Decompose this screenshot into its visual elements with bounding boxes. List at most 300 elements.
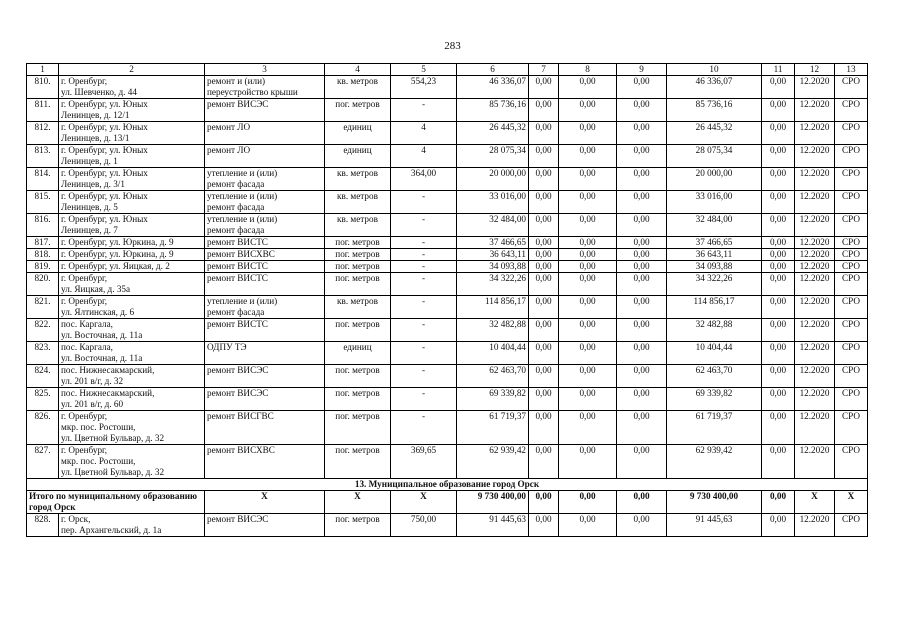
col10-cell: 91 445,63 [667, 514, 762, 537]
address-cell-line: пос. Каргала, [61, 319, 113, 329]
total-row [27, 491, 868, 514]
address-cell-line: г. Оренбург, ул. Юных [61, 191, 148, 201]
address-cell-line: г. Оренбург, ул. Юркина, д. 9 [61, 237, 174, 247]
table-row [27, 214, 868, 237]
row-number: 813. [27, 145, 59, 168]
col7-cell: 0,00 [529, 214, 559, 237]
total-cost-cell: 46 336,07 [457, 76, 529, 99]
col9-cell: 0,00 [617, 319, 667, 342]
address-cell-line: пос. Каргала, [61, 342, 113, 352]
col10-cell: 36 643,11 [667, 249, 762, 261]
col11-cell: 0,00 [762, 191, 795, 214]
total-cost-cell: 33 016,00 [457, 191, 529, 214]
total-c13: X [835, 491, 868, 514]
unit-cell: пог. метров [325, 514, 391, 537]
address-cell-line: Ленинцев, д. 3/1 [61, 179, 125, 189]
unit-cell: кв. метров [325, 191, 391, 214]
quantity-cell: - [391, 411, 457, 445]
col10-cell: 26 445,32 [667, 122, 762, 145]
quantity-cell: - [391, 249, 457, 261]
quantity-cell: 750,00 [391, 514, 457, 537]
row-number: 819. [27, 261, 59, 273]
total-cost-cell: 62 463,70 [457, 365, 529, 388]
completion-date-cell: 12.2020 [795, 76, 835, 99]
column-header-11: 11 [762, 64, 795, 76]
col11-cell: 0,00 [762, 214, 795, 237]
col9-cell: 0,00 [617, 145, 667, 168]
repair-method-cell: СРО [835, 99, 868, 122]
work-type-cell [205, 342, 325, 365]
completion-date-cell: 12.2020 [795, 237, 835, 249]
col11-cell: 0,00 [762, 342, 795, 365]
work-type-cell-line: ремонт ВИСХВС [207, 445, 275, 455]
repair-method-cell: СРО [835, 319, 868, 342]
unit-cell: единиц [325, 122, 391, 145]
col10-cell: 28 075,34 [667, 145, 762, 168]
unit-cell: единиц [325, 145, 391, 168]
repair-method-cell: СРО [835, 411, 868, 445]
completion-date-cell: 12.2020 [795, 388, 835, 411]
completion-date-cell: 12.2020 [795, 214, 835, 237]
address-cell [59, 99, 205, 122]
unit-cell: пог. метров [325, 445, 391, 479]
completion-date-cell: 12.2020 [795, 411, 835, 445]
address-cell [59, 296, 205, 319]
col11-cell: 0,00 [762, 296, 795, 319]
repair-method-cell: СРО [835, 191, 868, 214]
repair-method-cell: СРО [835, 214, 868, 237]
total-c11: 0,00 [762, 491, 795, 514]
col9-cell: 0,00 [617, 388, 667, 411]
col8-cell: 0,00 [559, 191, 617, 214]
col7-cell: 0,00 [529, 122, 559, 145]
address-cell [59, 365, 205, 388]
unit-cell: пог. метров [325, 261, 391, 273]
address-cell-line: г. Оренбург, [61, 445, 108, 455]
table-row [27, 273, 868, 296]
work-type-cell [205, 319, 325, 342]
col9-cell: 0,00 [617, 122, 667, 145]
completion-date-cell: 12.2020 [795, 249, 835, 261]
col7-cell: 0,00 [529, 514, 559, 537]
unit-cell: кв. метров [325, 214, 391, 237]
section-title: 13. Муниципальное образование город Орск [27, 479, 868, 491]
work-type-cell-line: ремонт ВИСТС [207, 273, 268, 283]
col10-cell: 32 484,00 [667, 214, 762, 237]
column-header-12: 12 [795, 64, 835, 76]
total-cost-cell: 20 000,00 [457, 168, 529, 191]
address-cell-line: г. Оренбург, [61, 76, 108, 86]
total-cost-cell: 69 339,82 [457, 388, 529, 411]
table-row [27, 145, 868, 168]
column-header-7: 7 [529, 64, 559, 76]
row-number: 825. [27, 388, 59, 411]
total-c6: 9 730 400,00 [457, 491, 529, 514]
work-type-cell [205, 445, 325, 479]
quantity-cell: 4 [391, 145, 457, 168]
work-type-cell [205, 388, 325, 411]
col11-cell: 0,00 [762, 249, 795, 261]
col8-cell: 0,00 [559, 214, 617, 237]
col7-cell: 0,00 [529, 319, 559, 342]
address-cell [59, 191, 205, 214]
col10-cell: 62 939,42 [667, 445, 762, 479]
table-row [27, 319, 868, 342]
work-type-cell-line: ремонт ВИСЭС [207, 514, 269, 524]
completion-date-cell: 12.2020 [795, 261, 835, 273]
row-number: 811. [27, 99, 59, 122]
col8-cell: 0,00 [559, 261, 617, 273]
row-number: 810. [27, 76, 59, 99]
quantity-cell: - [391, 214, 457, 237]
address-cell [59, 168, 205, 191]
address-cell [59, 342, 205, 365]
quantity-cell: - [391, 273, 457, 296]
quantity-cell: - [391, 261, 457, 273]
col7-cell: 0,00 [529, 237, 559, 249]
work-type-cell [205, 249, 325, 261]
col7-cell: 0,00 [529, 365, 559, 388]
total-cost-cell: 36 643,11 [457, 249, 529, 261]
col8-cell: 0,00 [559, 273, 617, 296]
completion-date-cell: 12.2020 [795, 445, 835, 479]
table-row [27, 365, 868, 388]
address-cell-line: ул. Восточная, д. 11а [61, 353, 143, 363]
col8-cell: 0,00 [559, 365, 617, 388]
col10-cell: 114 856,17 [667, 296, 762, 319]
table-row [27, 261, 868, 273]
total-cost-cell: 62 939,42 [457, 445, 529, 479]
col10-cell: 34 093,88 [667, 261, 762, 273]
table-row [27, 342, 868, 365]
completion-date-cell: 12.2020 [795, 99, 835, 122]
col9-cell: 0,00 [617, 514, 667, 537]
unit-cell: пог. метров [325, 411, 391, 445]
col10-cell: 69 339,82 [667, 388, 762, 411]
col11-cell: 0,00 [762, 261, 795, 273]
work-type-cell-line: ремонт ВИСТС [207, 319, 268, 329]
column-number-header [27, 64, 868, 76]
col7-cell: 0,00 [529, 261, 559, 273]
col7-cell: 0,00 [529, 191, 559, 214]
repair-method-cell: СРО [835, 261, 868, 273]
work-type-cell-line: утепление и (или) [207, 191, 278, 201]
col8-cell: 0,00 [559, 76, 617, 99]
address-cell [59, 122, 205, 145]
total-cost-cell: 37 466,65 [457, 237, 529, 249]
total-cost-cell: 34 093,88 [457, 261, 529, 273]
quantity-cell: - [391, 319, 457, 342]
col10-cell: 10 404,44 [667, 342, 762, 365]
col7-cell: 0,00 [529, 76, 559, 99]
unit-cell: пог. метров [325, 273, 391, 296]
quantity-cell: - [391, 388, 457, 411]
address-cell [59, 76, 205, 99]
completion-date-cell: 12.2020 [795, 191, 835, 214]
col8-cell: 0,00 [559, 296, 617, 319]
quantity-cell: 364,00 [391, 168, 457, 191]
address-cell-line: г. Оренбург, [61, 411, 108, 421]
total-c5: X [391, 491, 457, 514]
col8-cell: 0,00 [559, 249, 617, 261]
col9-cell: 0,00 [617, 99, 667, 122]
work-type-cell-line: ремонт фасада [207, 202, 265, 212]
col8-cell: 0,00 [559, 388, 617, 411]
address-cell-line: ул. Цветной Бульвар, д. 32 [61, 433, 165, 443]
address-cell [59, 145, 205, 168]
section-header-row [27, 479, 868, 491]
address-cell-line: пос. Нижнесакмарский, [61, 388, 155, 398]
col7-cell: 0,00 [529, 99, 559, 122]
col8-cell: 0,00 [559, 411, 617, 445]
col11-cell: 0,00 [762, 365, 795, 388]
row-number: 820. [27, 273, 59, 296]
column-header-10: 10 [667, 64, 762, 76]
col11-cell: 0,00 [762, 76, 795, 99]
work-type-cell-line: ремонт ВИСТС [207, 237, 268, 247]
table-row [27, 122, 868, 145]
unit-cell: пог. метров [325, 99, 391, 122]
unit-cell: пог. метров [325, 388, 391, 411]
unit-cell: пог. метров [325, 365, 391, 388]
table-row [27, 445, 868, 479]
col9-cell: 0,00 [617, 237, 667, 249]
work-type-cell-line: ремонт и (или) [207, 76, 266, 86]
repair-method-cell: СРО [835, 145, 868, 168]
total-cost-cell: 28 075,34 [457, 145, 529, 168]
address-cell [59, 237, 205, 249]
total-cost-cell: 114 856,17 [457, 296, 529, 319]
total-label: Итого по муниципальному образованию город Орск [27, 491, 205, 514]
address-cell [59, 319, 205, 342]
col9-cell: 0,00 [617, 191, 667, 214]
row-number: 812. [27, 122, 59, 145]
total-c7: 0,00 [529, 491, 559, 514]
work-type-cell [205, 122, 325, 145]
address-cell-line: г. Оренбург, ул. Юных [61, 122, 148, 132]
repair-method-cell: СРО [835, 514, 868, 537]
work-type-cell-line: ремонт ВИСГВС [207, 411, 274, 421]
repair-method-cell: СРО [835, 76, 868, 99]
col9-cell: 0,00 [617, 296, 667, 319]
col7-cell: 0,00 [529, 249, 559, 261]
row-number: 827. [27, 445, 59, 479]
col11-cell: 0,00 [762, 99, 795, 122]
total-c10: 9 730 400,00 [667, 491, 762, 514]
completion-date-cell: 12.2020 [795, 168, 835, 191]
address-cell-line: г. Оренбург, ул. Юных [61, 214, 148, 224]
work-type-cell [205, 365, 325, 388]
address-cell [59, 388, 205, 411]
col7-cell: 0,00 [529, 145, 559, 168]
work-type-cell [205, 296, 325, 319]
address-cell [59, 273, 205, 296]
address-cell-line: Ленинцев, д. 13/1 [61, 133, 130, 143]
total-c8: 0,00 [559, 491, 617, 514]
col11-cell: 0,00 [762, 514, 795, 537]
column-header-3: 3 [205, 64, 325, 76]
unit-cell: единиц [325, 342, 391, 365]
col9-cell: 0,00 [617, 261, 667, 273]
col10-cell: 46 336,07 [667, 76, 762, 99]
address-cell-line: г. Оренбург, ул. Яицкая, д. 2 [61, 261, 170, 271]
work-type-cell [205, 99, 325, 122]
quantity-cell: - [391, 237, 457, 249]
address-cell [59, 214, 205, 237]
address-cell-line: Ленинцев, д. 1 [61, 156, 118, 166]
address-cell [59, 261, 205, 273]
table-row [27, 191, 868, 214]
work-type-cell [205, 514, 325, 537]
col7-cell: 0,00 [529, 388, 559, 411]
unit-cell: кв. метров [325, 168, 391, 191]
col8-cell: 0,00 [559, 319, 617, 342]
col9-cell: 0,00 [617, 411, 667, 445]
work-type-cell-line: ремонт фасада [207, 179, 265, 189]
column-header-13: 13 [835, 64, 868, 76]
total-cost-cell: 61 719,37 [457, 411, 529, 445]
col8-cell: 0,00 [559, 445, 617, 479]
address-cell [59, 445, 205, 479]
unit-cell: пог. метров [325, 237, 391, 249]
repair-method-cell: СРО [835, 237, 868, 249]
table-row [27, 388, 868, 411]
col7-cell: 0,00 [529, 273, 559, 296]
repair-method-cell: СРО [835, 168, 868, 191]
work-type-cell-line: ремонт ВИСХВС [207, 249, 275, 259]
repair-method-cell: СРО [835, 365, 868, 388]
address-cell-line: ул. Восточная, д. 11а [61, 330, 143, 340]
repair-method-cell: СРО [835, 249, 868, 261]
work-type-cell-line: ремонт ВИСЭС [207, 99, 269, 109]
total-c3: X [205, 491, 325, 514]
col8-cell: 0,00 [559, 99, 617, 122]
col10-cell: 32 482,88 [667, 319, 762, 342]
address-cell-line: г. Орск, [61, 514, 91, 524]
row-number: 817. [27, 237, 59, 249]
unit-cell: кв. метров [325, 76, 391, 99]
completion-date-cell: 12.2020 [795, 342, 835, 365]
completion-date-cell: 12.2020 [795, 319, 835, 342]
table-row [27, 168, 868, 191]
col9-cell: 0,00 [617, 273, 667, 296]
address-cell [59, 411, 205, 445]
work-type-cell-line: переустройство крыши [207, 87, 298, 97]
work-type-cell-line: ремонт ВИСТС [207, 261, 268, 271]
col9-cell: 0,00 [617, 168, 667, 191]
total-c4: X [325, 491, 391, 514]
address-cell-line: ул. Яицкая, д. 35а [61, 284, 131, 294]
completion-date-cell: 12.2020 [795, 514, 835, 537]
col10-cell: 37 466,65 [667, 237, 762, 249]
quantity-cell: 4 [391, 122, 457, 145]
work-type-cell-line: ремонт ВИСЭС [207, 365, 269, 375]
repair-method-cell: СРО [835, 342, 868, 365]
col8-cell: 0,00 [559, 145, 617, 168]
address-cell-line: ул. Цветной Бульвар, д. 32 [61, 467, 165, 477]
col7-cell: 0,00 [529, 411, 559, 445]
total-cost-cell: 91 445,63 [457, 514, 529, 537]
col9-cell: 0,00 [617, 76, 667, 99]
total-cost-cell: 32 482,88 [457, 319, 529, 342]
work-type-cell [205, 411, 325, 445]
column-header-1: 1 [27, 64, 59, 76]
col10-cell: 34 322,26 [667, 273, 762, 296]
column-header-2: 2 [59, 64, 205, 76]
total-cost-cell: 85 736,16 [457, 99, 529, 122]
total-cost-cell: 34 322,26 [457, 273, 529, 296]
col7-cell: 0,00 [529, 342, 559, 365]
address-cell-line: пос. Нижнесакмарский, [61, 365, 155, 375]
table-row [27, 249, 868, 261]
work-type-cell [205, 237, 325, 249]
work-type-cell [205, 145, 325, 168]
col8-cell: 0,00 [559, 514, 617, 537]
quantity-cell: - [391, 365, 457, 388]
col8-cell: 0,00 [559, 168, 617, 191]
row-number: 823. [27, 342, 59, 365]
unit-cell: пог. метров [325, 249, 391, 261]
col8-cell: 0,00 [559, 237, 617, 249]
work-type-cell [205, 214, 325, 237]
col10-cell: 33 016,00 [667, 191, 762, 214]
row-number: 818. [27, 249, 59, 261]
address-cell-line: г. Оренбург, [61, 273, 108, 283]
col11-cell: 0,00 [762, 319, 795, 342]
row-number: 816. [27, 214, 59, 237]
address-cell-line: ул. Шевченко, д. 44 [61, 87, 137, 97]
address-cell [59, 514, 205, 537]
address-cell-line: мкр. пос. Ростоши, [61, 456, 136, 466]
col9-cell: 0,00 [617, 214, 667, 237]
col9-cell: 0,00 [617, 342, 667, 365]
table-row [27, 76, 868, 99]
completion-date-cell: 12.2020 [795, 273, 835, 296]
total-cost-cell: 32 484,00 [457, 214, 529, 237]
table-row [27, 296, 868, 319]
table-row [27, 514, 868, 537]
col9-cell: 0,00 [617, 445, 667, 479]
col11-cell: 0,00 [762, 273, 795, 296]
work-type-cell-line: ремонт ЛО [207, 122, 251, 132]
row-number: 822. [27, 319, 59, 342]
completion-date-cell: 12.2020 [795, 365, 835, 388]
col11-cell: 0,00 [762, 145, 795, 168]
work-type-cell-line: ремонт ВИСЭС [207, 388, 269, 398]
address-cell-line: г. Оренбург, ул. Юркина, д. 9 [61, 249, 174, 259]
total-c12: X [795, 491, 835, 514]
repair-method-cell: СРО [835, 273, 868, 296]
work-type-cell-line: утепление и (или) [207, 214, 278, 224]
table-row [27, 99, 868, 122]
repair-method-cell: СРО [835, 388, 868, 411]
col7-cell: 0,00 [529, 445, 559, 479]
col11-cell: 0,00 [762, 122, 795, 145]
col9-cell: 0,00 [617, 249, 667, 261]
total-c9: 0,00 [617, 491, 667, 514]
work-type-cell [205, 273, 325, 296]
quantity-cell: 369,65 [391, 445, 457, 479]
quantity-cell: - [391, 191, 457, 214]
row-number: 814. [27, 168, 59, 191]
row-number: 821. [27, 296, 59, 319]
col8-cell: 0,00 [559, 342, 617, 365]
work-type-cell [205, 76, 325, 99]
row-number: 824. [27, 365, 59, 388]
col10-cell: 85 736,16 [667, 99, 762, 122]
row-number: 828. [27, 514, 59, 537]
page-number: 283 [444, 40, 461, 52]
